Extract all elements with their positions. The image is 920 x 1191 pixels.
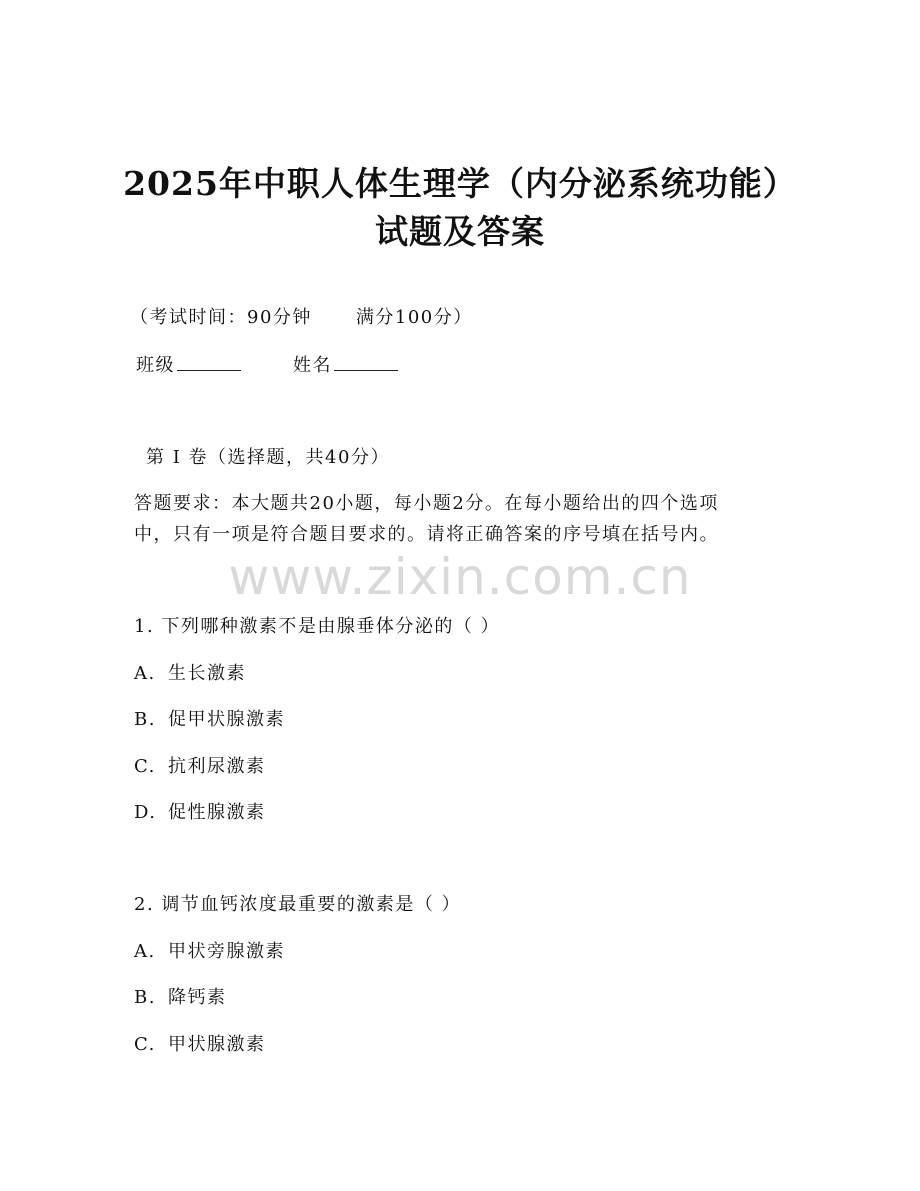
option-letter: C.: [134, 756, 156, 777]
option-text: 促甲状腺激素: [168, 709, 285, 730]
class-label: 班级: [136, 355, 175, 376]
name-label: 姓名: [293, 355, 332, 376]
option-letter: B.: [134, 709, 156, 730]
watermark: www.zixin.com.cn: [228, 548, 692, 606]
option-letter: D.: [134, 802, 157, 823]
question-stem: 1. 下列哪种激素不是由腺垂体分泌的（ ）: [134, 616, 501, 637]
option-text: 抗利尿激素: [168, 756, 266, 777]
option-text: 生长激素: [168, 663, 246, 684]
document-title: 2025年中职人体生理学（内分泌系统功能）: [123, 164, 797, 203]
name-blank[interactable]: [334, 352, 398, 371]
instructions-line-1: 答题要求：本大题共20小题，每小题2分。在每小题给出的四个选项: [134, 493, 719, 514]
option-letter: C.: [134, 1034, 156, 1055]
option-c[interactable]: [134, 1030, 266, 1056]
instructions-line-2: 中，只有一项是符合题目要求的。请将正确答案的序号填在括号内。: [134, 524, 719, 545]
option-b[interactable]: [134, 983, 227, 1009]
question-stem: 2. 调节血钙浓度最重要的激素是（ ）: [134, 894, 462, 915]
option-text: 甲状腺激素: [168, 1034, 266, 1055]
option-b[interactable]: [134, 705, 285, 731]
option-d[interactable]: [134, 798, 266, 824]
exam-info: [130, 303, 473, 329]
exam-time: （考试时间：90分钟: [130, 307, 312, 328]
student-info: [136, 351, 398, 377]
class-blank[interactable]: [177, 352, 241, 371]
option-a[interactable]: [134, 937, 285, 963]
option-text: 降钙素: [168, 987, 227, 1008]
option-text: 促性腺激素: [168, 802, 266, 823]
option-letter: A.: [134, 941, 156, 962]
option-c[interactable]: [134, 752, 266, 778]
option-text: 甲状旁腺激素: [168, 941, 285, 962]
document-subtitle: 试题及答案: [375, 212, 545, 251]
option-letter: B.: [134, 987, 156, 1008]
option-letter: A.: [134, 663, 156, 684]
exam-full-score: 满分100分）: [355, 307, 473, 328]
option-a[interactable]: [134, 659, 246, 685]
section-heading: 第 I 卷（选择题，共40分）: [146, 447, 390, 468]
